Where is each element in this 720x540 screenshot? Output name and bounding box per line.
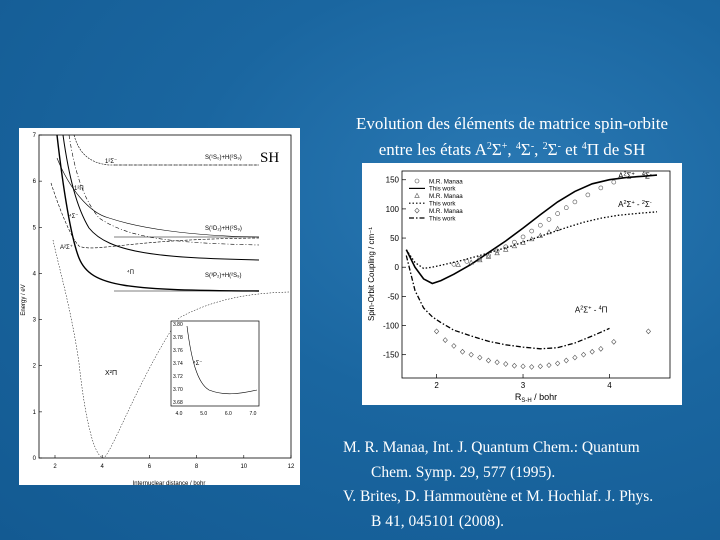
quartet-sigma-curve <box>63 135 259 260</box>
series-4-point <box>504 362 508 367</box>
chart-x-tick-label: 2 <box>434 381 439 390</box>
inset-x-ticks <box>176 411 257 417</box>
series-4-point <box>434 329 438 334</box>
title-line-1: Evolution des éléments de matrice spin-orbite <box>355 114 669 133</box>
chart-y-tick-label: 0 <box>394 263 399 273</box>
series-5-line <box>406 256 609 349</box>
asymptote-label-1s: S(¹S₀)+H(²S₉) <box>205 155 242 161</box>
y-tick-label: 3 <box>32 317 36 324</box>
y-tick-label: 0 <box>32 456 36 462</box>
inset-frame <box>171 321 259 406</box>
legend-label: This work <box>429 200 456 208</box>
chart-y-ticks <box>383 176 406 360</box>
y-tick-label: 7 <box>32 133 36 139</box>
legend-marker <box>415 193 419 197</box>
series-0-point <box>547 217 551 221</box>
legend-label: This work <box>429 215 456 223</box>
y-tick-label: 4 <box>32 271 36 278</box>
reference-2-line-1: V. Brites, D. Hammoutène et M. Hochlaf. J. Phys. <box>343 488 654 505</box>
chart-x-ticks <box>434 374 612 390</box>
x-tick-label: 2 <box>53 464 57 470</box>
series-2-point <box>456 262 460 266</box>
series-0-point <box>599 186 603 190</box>
chart-x-tick-label: 4 <box>607 381 612 390</box>
state-label-4: A²Σ⁺ <box>60 245 73 251</box>
series-4-point <box>452 344 456 349</box>
references <box>343 436 713 534</box>
chart-x-label: $R_{S-H}$ / bohr <box>514 392 558 404</box>
series-0-point <box>521 235 525 239</box>
chart-x-tick-label: 3 <box>520 381 526 390</box>
x-tick-label: 6 <box>147 464 152 470</box>
asymptote-label-3p: S(³P₂)+H(²S₉) <box>205 273 242 279</box>
chart-curve-labels <box>575 172 652 315</box>
series-4-point <box>495 360 499 365</box>
chart-y-tick-label: 50 <box>390 234 399 244</box>
series-0-point <box>465 259 469 263</box>
series-0-point <box>556 212 560 216</box>
y-tick-label: 6 <box>32 179 36 186</box>
series-4-point <box>443 338 447 343</box>
chart-y-label: Spin-Orbit Coupling / cm⁻¹ <box>367 226 376 322</box>
y-axis-ticks <box>33 133 42 462</box>
inset-y-tick-label: 3.68 <box>173 400 183 406</box>
series-4-point <box>521 364 525 369</box>
spin-orbit-plot <box>362 163 682 405</box>
x-tick-label: 8 <box>194 464 199 470</box>
series-0-point <box>573 200 577 204</box>
inset-x-tick-label: 6.0 <box>224 411 232 417</box>
state-label-5: ⁴Π <box>127 270 134 276</box>
legend-label: M.R. Manaa <box>429 193 463 201</box>
series-2-point <box>529 237 533 241</box>
x-axis-ticks <box>53 455 295 470</box>
series-4-point <box>573 355 577 360</box>
inset-plot <box>171 321 259 417</box>
series-4-point <box>590 349 594 354</box>
series-2-point <box>538 233 542 237</box>
series-4-point <box>599 346 603 351</box>
title-line-2: entre les états $A^2\Sigma^+$, $^4$Σ-, $^2$Σ- et $^4$Π de SH <box>378 140 646 159</box>
series-4-point <box>547 363 551 368</box>
inset-y-tick-label: 3.70 <box>173 387 183 393</box>
series-4-point <box>555 361 559 366</box>
inset-y-tick-label: 3.78 <box>173 335 183 341</box>
chart-y-tick-label: -100 <box>382 321 399 331</box>
chart-y-tick-label: 100 <box>385 204 399 214</box>
series-4-point <box>581 352 585 357</box>
spin-orbit-chart <box>362 163 682 405</box>
inset-y-tick-label: 3.74 <box>173 361 183 367</box>
inset-y-tick-label: 3.76 <box>173 348 183 354</box>
series-4-point <box>460 349 464 354</box>
series-4-point <box>512 363 516 368</box>
series-2-point <box>555 226 559 230</box>
series-0-point <box>538 223 542 227</box>
series-4-point <box>486 358 490 363</box>
legend-label: This work <box>429 185 456 193</box>
x-axis-label: Internuclear distance / bohr <box>132 481 206 487</box>
series-4-point <box>529 365 533 370</box>
series-4-point <box>646 329 650 334</box>
series-4-point <box>478 355 482 360</box>
inset-y-tick-label: 3.80 <box>173 322 183 328</box>
curve-label: $A^2\Sigma^+ - ^4\Pi$ <box>574 305 608 315</box>
series-4-point <box>538 364 542 369</box>
series-0-point <box>530 229 534 233</box>
chart-y-tick-label: 150 <box>385 175 399 185</box>
legend-label: M.R. Manaa <box>429 207 463 215</box>
curve-label: $A^2\Sigma^+ - ^2\Sigma^-$ <box>618 200 652 210</box>
state-label-3: ⁴Σ⁻ <box>69 214 79 220</box>
chart-y-tick-label: -50 <box>387 292 399 302</box>
y-axis-label: Energy / eV <box>21 284 27 316</box>
y-tick-label: 1 <box>32 409 36 416</box>
asymptote-label-1d: S(¹D₂)+H(²S₉) <box>205 226 242 232</box>
plot-frame <box>39 135 291 458</box>
series-0-point <box>612 180 616 184</box>
state-label-2: 1²Π <box>74 186 84 192</box>
y-tick-label: 5 <box>32 225 36 232</box>
potential-energy-plot <box>19 128 300 485</box>
slide-title <box>312 112 712 161</box>
chart-y-tick-label: -150 <box>382 350 399 360</box>
reference-1-line-2: Chem. Symp. 29, 577 (1995). <box>371 463 556 481</box>
inset-y-tick-label: 3.72 <box>173 374 183 380</box>
series-4-point <box>612 339 616 344</box>
series-4-point <box>564 358 568 363</box>
inset-x-tick-label: 4.0 <box>175 411 183 417</box>
state-label-1: 1²Σ⁻ <box>105 159 118 165</box>
state-label-6: X²Π <box>105 370 118 377</box>
inset-x-tick-label: 5.0 <box>200 411 208 417</box>
x-tick-label: 12 <box>287 464 295 470</box>
x-tick-label: 10 <box>240 464 248 470</box>
inset-x-tick-label: 7.0 <box>249 411 257 417</box>
y-tick-label: 2 <box>32 363 36 370</box>
reference-2-line-2: B 41, 045101 (2008). <box>371 512 505 530</box>
potential-energy-figure <box>19 128 300 485</box>
legend-marker <box>415 179 419 183</box>
chart-legend <box>409 178 463 222</box>
molecule-label: SH <box>260 150 280 166</box>
series-0-point <box>564 206 568 210</box>
series-4-point <box>469 352 473 357</box>
inset-state-label: ⁴Σ⁻ <box>193 361 203 367</box>
reference-1-line-1: M. R. Manaa, Int. J. Quantum Chem.: Quantum <box>343 439 640 456</box>
legend-marker <box>415 208 419 213</box>
curve-label: $A^2\Sigma^+ - ^4\Sigma^-$ <box>618 171 652 181</box>
x-tick-label: 4 <box>100 464 104 470</box>
legend-label: M.R. Manaa <box>429 178 463 186</box>
series-0-point <box>586 193 590 197</box>
